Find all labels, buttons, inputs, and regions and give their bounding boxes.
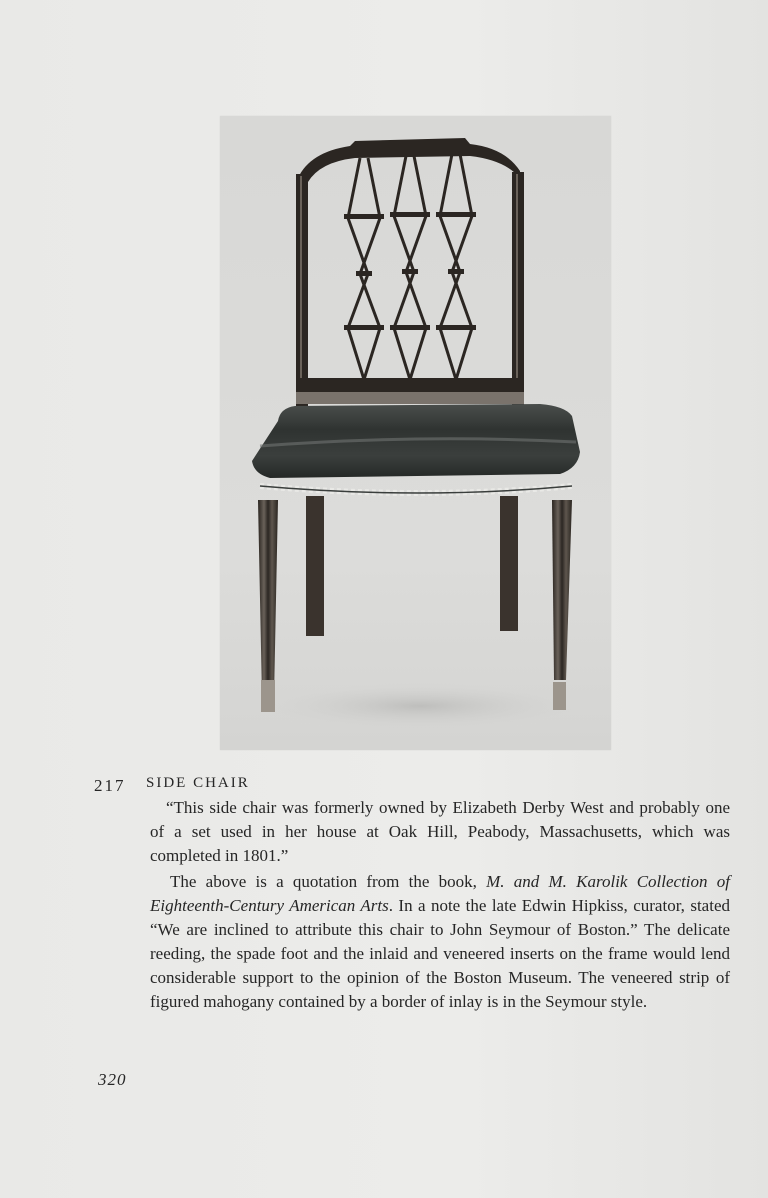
commentary-rest: . In a note the late Edwin Hipkiss, curator, stated “We are inclined to attribute this chair to John Seymour of Boston.” The delicate reeding, the spade foot and the inlaid and veneered inserts on the frame would lend considerable support to the opinion of the Boston Museum. The veneered strip of figured mahogany contained by a border of inlay is in the Seymour style.: [150, 896, 730, 1011]
figure-number: 217: [94, 776, 126, 795]
chair-photo-plate: [220, 116, 611, 750]
side-chair-image: [220, 116, 611, 750]
page-number: 320: [98, 1070, 127, 1089]
commentary-lead: The above is a quotation from the book,: [170, 872, 487, 891]
book-title: M. and M. Karolik Collection of Eighteenth-Century American Arts: [150, 872, 730, 915]
figure-title: SIDE CHAIR: [146, 775, 250, 791]
commentary-paragraph: [150, 870, 730, 1014]
quotation-paragraph: “This side chair was formerly owned by Elizabeth Derby West and probably one of a set used in her house at Oak Hill, Peabody, Massachusetts, which was completed in 1801.”: [150, 798, 730, 865]
